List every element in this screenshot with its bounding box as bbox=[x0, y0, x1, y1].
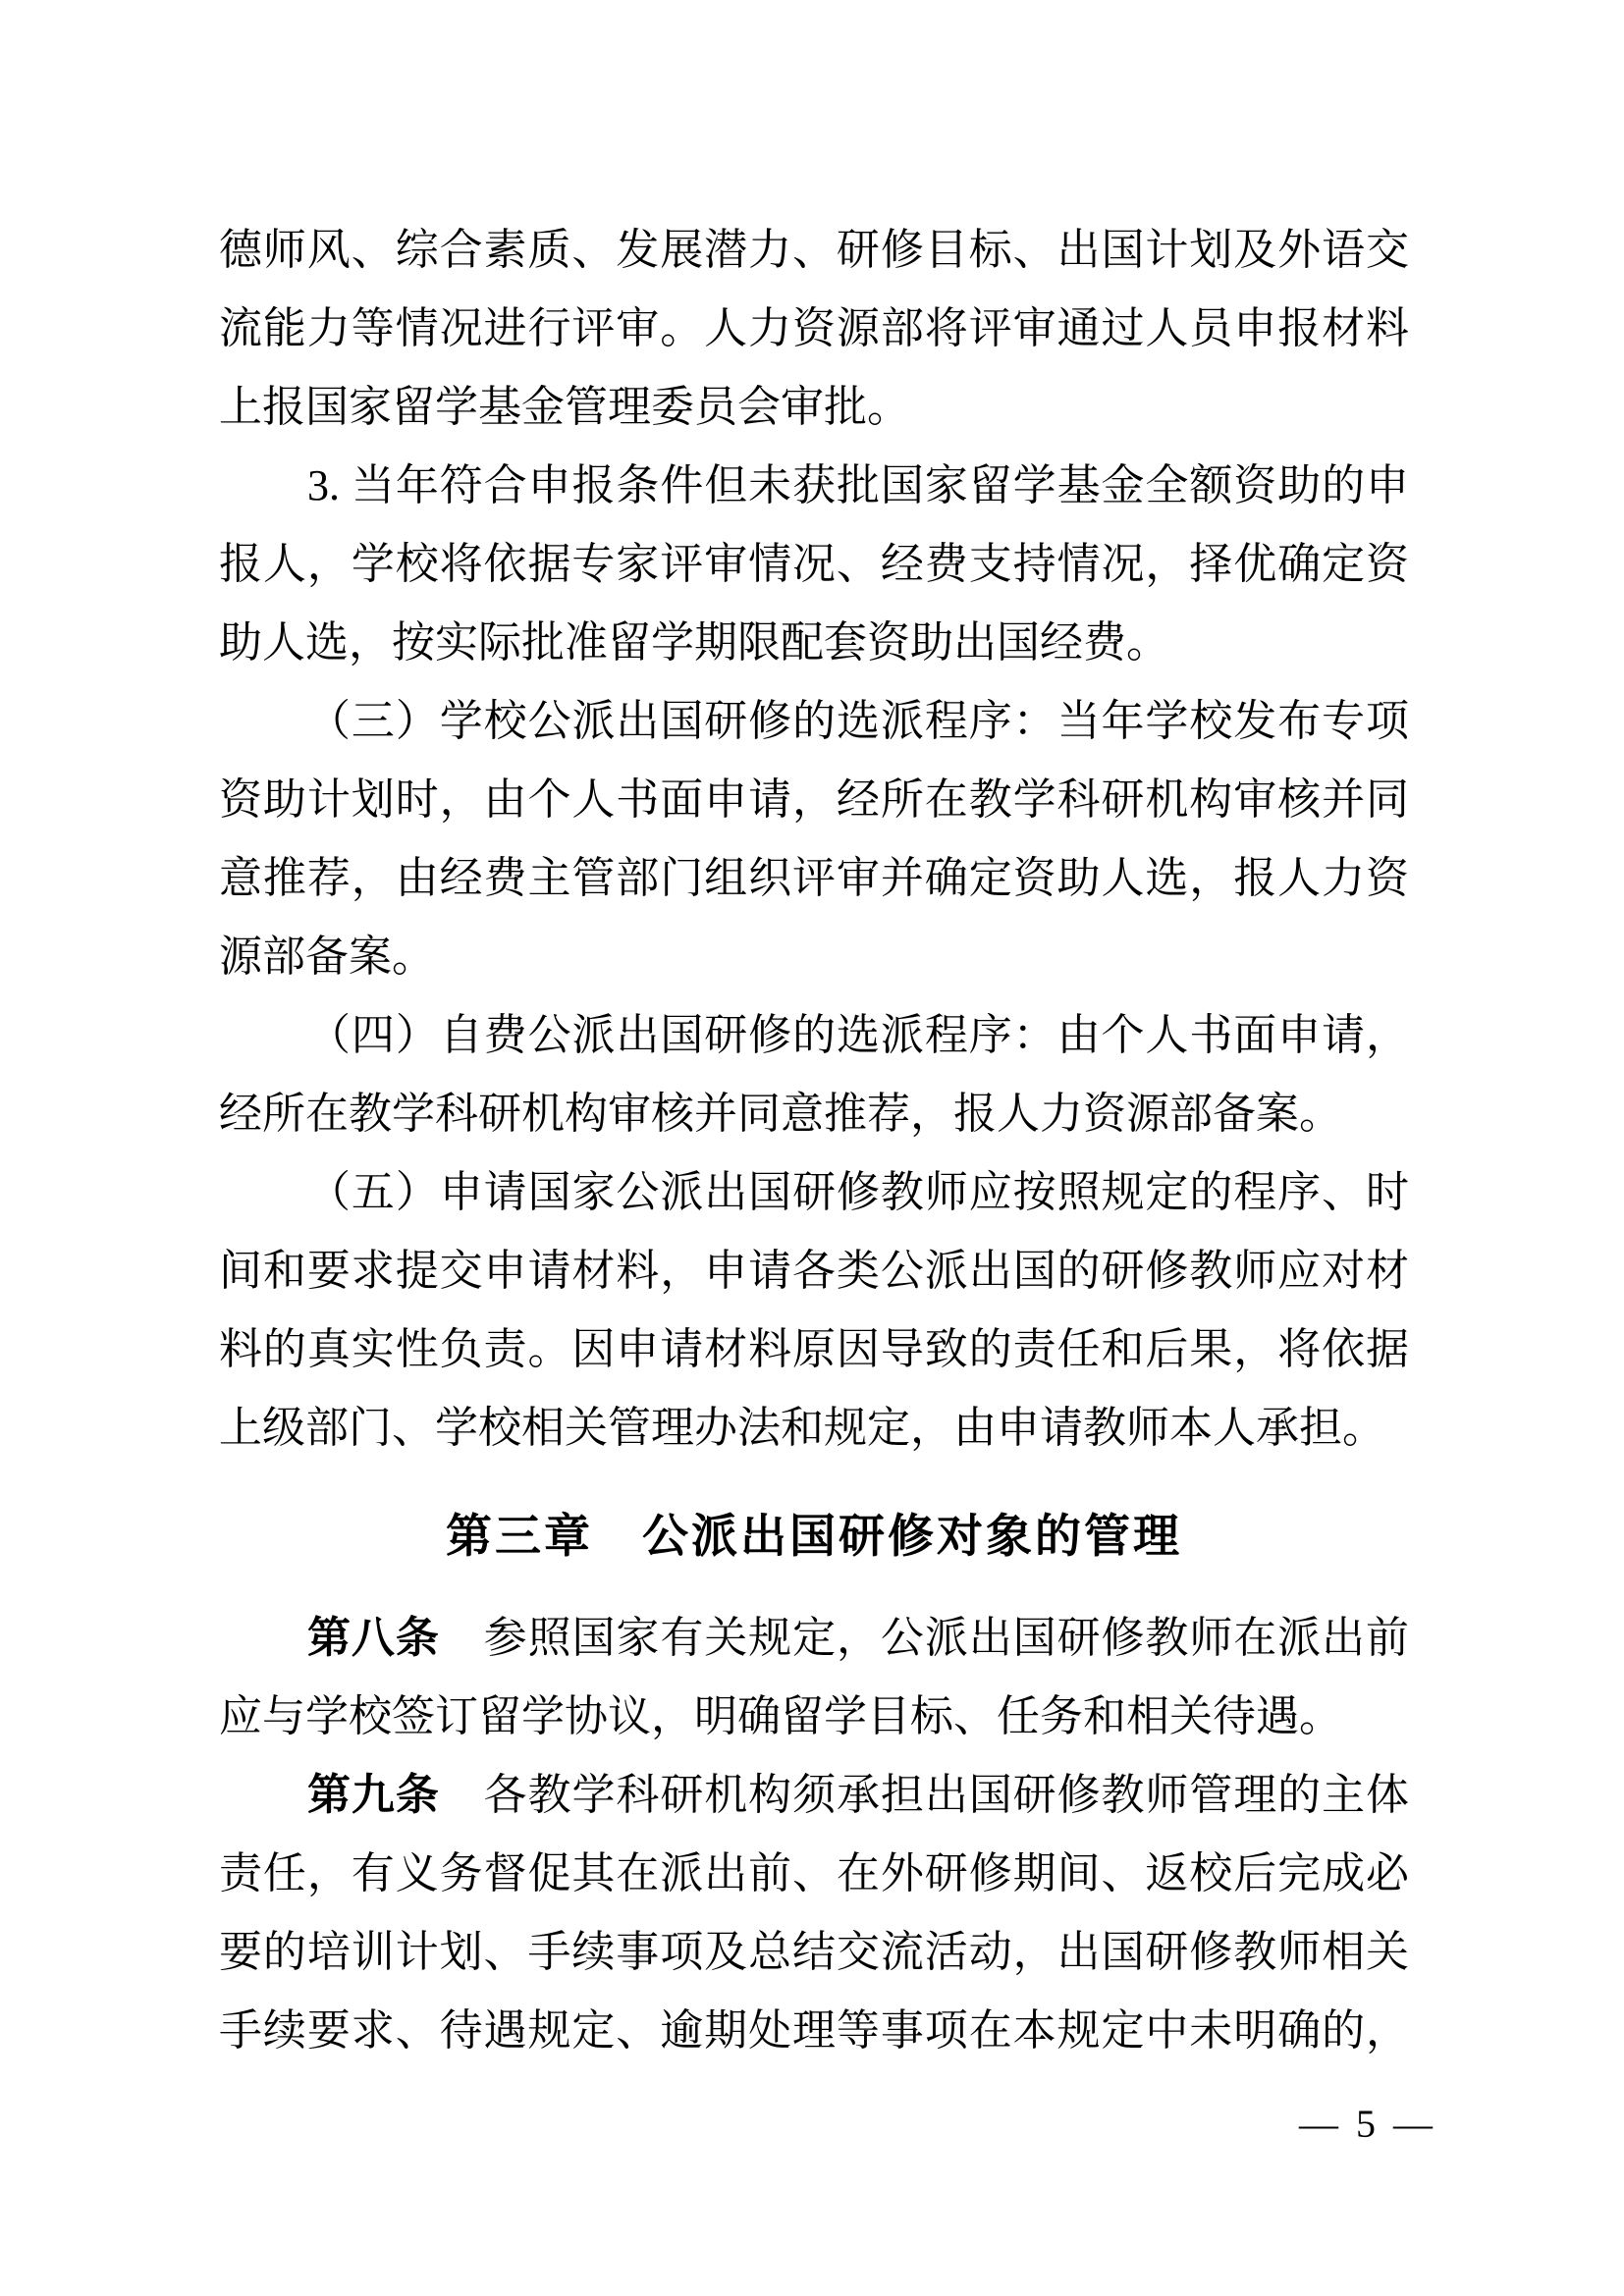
text-line: 上级部门、学校相关管理办法和规定，由申请教师本人承担。 bbox=[219, 1404, 1385, 1452]
text-line: （五）申请国家公派出国研修教师应按照规定的程序、时 bbox=[307, 1168, 1409, 1216]
text-line: 3. 当年符合申报条件但未获批国家留学基金全额资助的申 bbox=[307, 461, 1409, 509]
article-number-term: 第八条 bbox=[307, 1614, 440, 1662]
chapter-heading: 第三章 公派出国研修对象的管理 bbox=[446, 1510, 1182, 1562]
term-gap bbox=[440, 1651, 483, 1652]
text-line: 要的培训计划、手续事项及总结交流活动，出国研修教师相关 bbox=[219, 1928, 1409, 1976]
text-line: 助人选，按实际批准留学期限配套资助出国经费。 bbox=[219, 618, 1169, 667]
text-line: 资助计划时，由个人书面申请，经所在教学科研机构审核并同 bbox=[219, 775, 1409, 824]
text-line: （四）自费公派出国研修的选派程序：由个人书面申请， bbox=[307, 1011, 1409, 1059]
page-number: — 5 — bbox=[1299, 2102, 1436, 2146]
text-line: 应与学校签订留学协议，明确留学目标、任务和相关待遇。 bbox=[219, 1692, 1342, 1740]
article-number-term: 第九条 bbox=[307, 1771, 440, 1819]
line-text: 参照国家有关规定，公派出国研修教师在派出前 bbox=[482, 1614, 1409, 1662]
text-line: 德师风、综合素质、发展潜力、研修目标、出国计划及外语交 bbox=[219, 226, 1409, 274]
text-line: 责任，有义务督促其在派出前、在外研修期间、返校后完成必 bbox=[219, 1849, 1409, 1897]
text-line: 间和要求提交申请材料，申请各类公派出国的研修教师应对材 bbox=[219, 1247, 1409, 1295]
document-body bbox=[219, 211, 1409, 2070]
line-text: 各教学科研机构须承担出国研修教师管理的主体 bbox=[482, 1771, 1409, 1819]
text-line bbox=[219, 1756, 1409, 1835]
text-line: 流能力等情况进行评审。人力资源部将评审通过人员申报材料 bbox=[219, 304, 1409, 352]
text-line: 经所在教学科研机构审核并同意推荐，报人力资源部备案。 bbox=[219, 1090, 1342, 1138]
term-gap bbox=[440, 1808, 483, 1809]
text-line bbox=[219, 1599, 1409, 1678]
text-line: 上报国家留学基金管理委员会审批。 bbox=[219, 383, 910, 431]
text-line: 意推荐，由经费主管部门组织评审并确定资助人选，报人力资 bbox=[219, 854, 1409, 902]
text-line: 报人，学校将依据专家评审情况、经费支持情况，择优确定资 bbox=[219, 540, 1409, 588]
text-line: 源部备案。 bbox=[219, 933, 435, 981]
text-line: 手续要求、待遇规定、逾期处理等事项在本规定中未明确的， bbox=[219, 2006, 1409, 2055]
text-line: （三）学校公派出国研修的选派程序：当年学校发布专项 bbox=[307, 697, 1409, 745]
text-line: 料的真实性负责。因申请材料原因导致的责任和后果，将依据 bbox=[219, 1325, 1409, 1373]
